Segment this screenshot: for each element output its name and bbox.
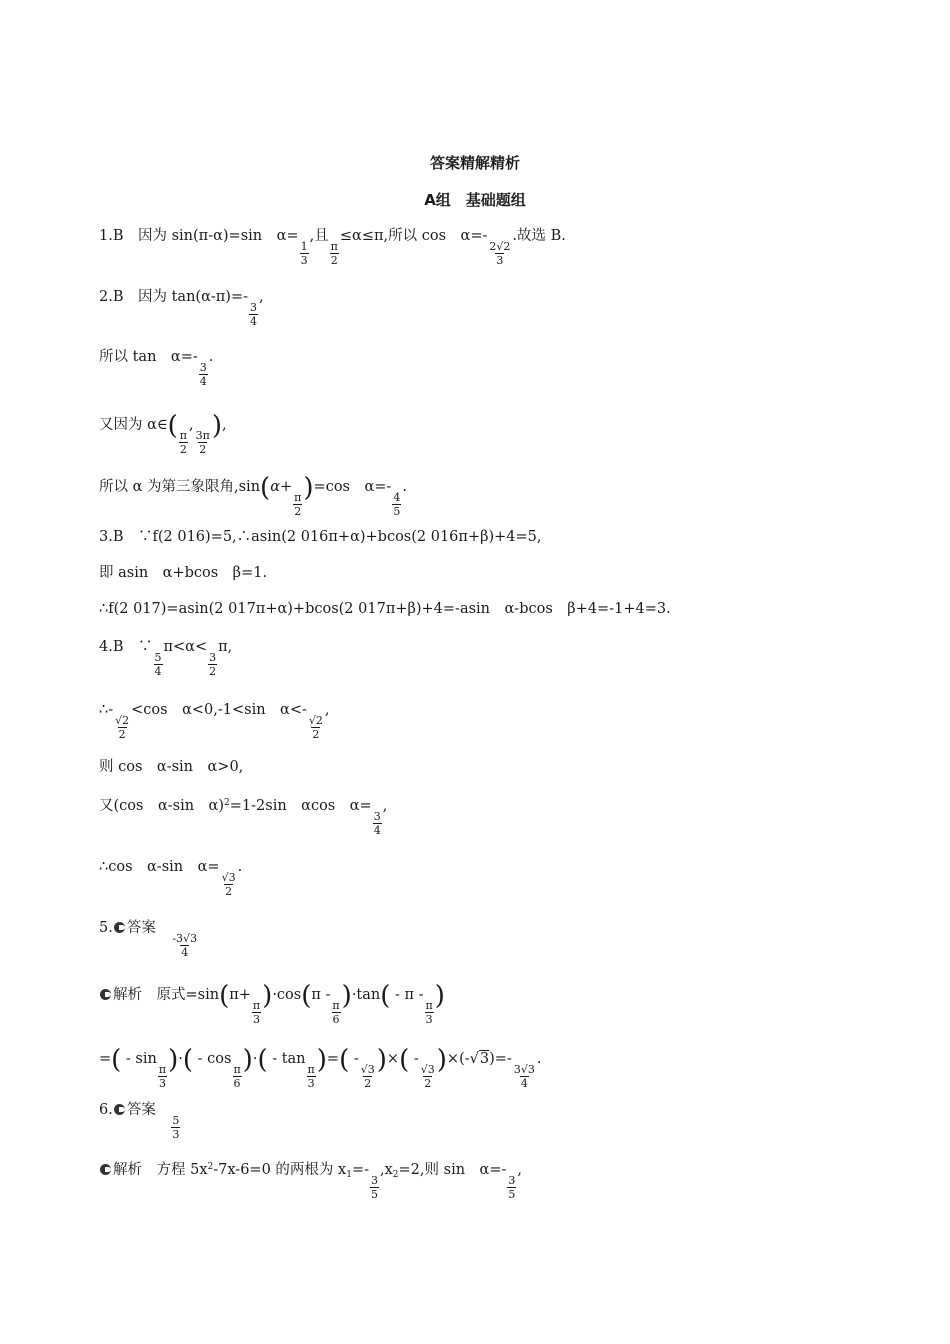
answer-2-line-4 — [99, 475, 407, 518]
num: π — [233, 1063, 241, 1077]
text: 答案 — [126, 920, 156, 936]
answer-3-line-2: 即 asin α+bcos β=1. — [99, 565, 268, 581]
text: , — [382, 798, 388, 814]
den: 6 — [233, 1076, 241, 1090]
fraction — [307, 1064, 316, 1089]
text: 4.B ∵ — [99, 639, 153, 655]
answer-4-line-2 — [99, 703, 330, 741]
den: 2 — [225, 884, 233, 898]
num: 3π — [195, 429, 210, 443]
text: - sin — [121, 1051, 157, 1067]
den: 2 — [199, 442, 207, 456]
text: 原式=sin — [142, 987, 220, 1003]
num: 5 — [154, 651, 162, 665]
text: ·tan — [351, 987, 381, 1003]
answer-1 — [99, 229, 566, 267]
text: × — [386, 1051, 400, 1067]
paren-left: ( — [260, 473, 271, 503]
text: ∴- — [99, 702, 114, 718]
den: 3 — [425, 1012, 433, 1026]
subscript: 2 — [392, 1170, 399, 1180]
num: 1 — [300, 240, 308, 254]
text: , — [259, 289, 264, 305]
text: . — [402, 479, 407, 495]
den: 2 — [118, 727, 126, 741]
answer-2-line-2 — [99, 350, 213, 388]
fraction — [232, 1064, 241, 1089]
fraction — [171, 933, 198, 958]
fraction — [425, 1000, 434, 1025]
fraction — [331, 1000, 340, 1025]
text: π, — [218, 639, 233, 655]
num: 3 — [373, 810, 381, 824]
text: 5. — [99, 920, 113, 936]
paren-left: ( — [182, 1045, 194, 1075]
paren-right: ) — [436, 1045, 447, 1075]
fraction — [114, 715, 130, 740]
text: ×(- — [446, 1051, 470, 1067]
num: -3√3 — [172, 932, 198, 946]
den: 5 — [393, 504, 401, 518]
text: 方程 5x — [142, 1162, 208, 1178]
fraction — [249, 302, 258, 327]
den: 3 — [307, 1076, 315, 1090]
den: 2 — [179, 442, 187, 456]
radicand: 3 — [479, 1051, 490, 1067]
answer-5-analysis-line-2 — [99, 1047, 541, 1090]
text: - — [349, 1051, 359, 1067]
den: 5 — [508, 1187, 516, 1201]
paren-right: ) — [316, 1045, 327, 1075]
den: 2 — [312, 727, 320, 741]
paren-right: ) — [168, 1045, 179, 1075]
text: ,且 — [309, 228, 329, 244]
num: π — [294, 491, 302, 505]
num: π — [179, 429, 188, 443]
text: ∴cos α-sin α= — [99, 859, 220, 875]
num: 3 — [508, 1174, 516, 1188]
paren-right: ) — [376, 1045, 387, 1075]
superscript: 2 — [207, 1162, 214, 1172]
superscript: 2 — [224, 798, 230, 808]
text: =- — [351, 1162, 369, 1178]
den: 3 — [253, 1012, 261, 1026]
den: 2 — [424, 1076, 432, 1090]
answer-4-line-5 — [99, 860, 242, 898]
paren-left: ( — [399, 1045, 410, 1075]
fraction — [360, 1064, 376, 1089]
text: ,x — [380, 1162, 393, 1178]
answer-4-line-3: 则 cos α-sin α>0, — [99, 759, 244, 775]
fraction — [208, 652, 217, 677]
paren-left: ( — [219, 981, 230, 1011]
den: 3 — [496, 253, 504, 267]
den: 4 — [199, 374, 207, 388]
paren-left: ( — [111, 1045, 122, 1075]
num: √3 — [360, 1063, 375, 1077]
analysis-marker-icon — [100, 989, 111, 1000]
fraction — [300, 241, 309, 266]
text: =1-2sin αcos α= — [229, 798, 372, 814]
text: , — [517, 1162, 522, 1178]
fraction — [308, 715, 324, 740]
text: ≤α≤π,所以 cos α=- — [339, 228, 488, 244]
text: . — [237, 859, 243, 875]
text: . — [536, 1051, 542, 1067]
fraction — [507, 1175, 516, 1200]
fraction — [373, 811, 382, 836]
answer-4-line-4 — [99, 799, 387, 837]
fraction — [420, 1064, 436, 1089]
sqrt: √3 — [469, 1051, 490, 1067]
paren-right: ) — [211, 411, 223, 441]
den: 3 — [300, 253, 308, 267]
text: 所以 tan α=- — [99, 349, 198, 365]
num: π — [332, 999, 340, 1013]
text: - cos — [193, 1051, 232, 1067]
answer-2-line-3: 又因为 α∈( $\frac{\pi}{2}$ , $\frac{3\pi}{2}$ ), — [99, 411, 227, 456]
den: 4 — [520, 1076, 528, 1090]
num: 3 — [209, 651, 217, 665]
paren-left: ( — [257, 1045, 268, 1075]
paren-right: ) — [242, 1045, 253, 1075]
num: 3√3 — [513, 1063, 535, 1077]
fraction — [195, 430, 211, 455]
den: 4 — [154, 664, 162, 678]
text: , — [324, 702, 330, 718]
text: )=- — [489, 1051, 512, 1067]
fraction — [513, 1064, 536, 1089]
den: 6 — [332, 1012, 340, 1026]
answer-3-line-1: 3.B ∵f(2 016)=5,∴asin(2 016π+α)+bcos(2 016π+β)+4=5, — [99, 529, 542, 545]
answer-4-line-1 — [99, 640, 232, 678]
answer-6-result — [99, 1103, 181, 1141]
text: · — [178, 1051, 183, 1067]
paren-left: ( — [301, 981, 312, 1011]
text: 又因为 α∈ — [99, 417, 168, 433]
num: 3 — [199, 361, 207, 375]
num: π — [307, 1063, 315, 1077]
page-title: 答案精解精析 — [429, 154, 520, 172]
den: 2 — [364, 1076, 372, 1090]
paren-right: ) — [303, 473, 314, 503]
text: 2.B 因为 tan(α-π)=- — [99, 289, 248, 305]
text: ·cos — [272, 987, 302, 1003]
num: 4 — [393, 491, 401, 505]
den: 4 — [250, 314, 257, 328]
fraction — [221, 872, 237, 897]
text: =2,则 sin α=- — [398, 1162, 507, 1178]
num: √2 — [308, 714, 323, 728]
text: π - — [311, 987, 331, 1003]
text: , — [222, 417, 227, 433]
text: α+ — [270, 479, 293, 495]
text: - π - — [390, 987, 424, 1003]
paren-left: ( — [167, 411, 178, 441]
num: π — [158, 1063, 167, 1077]
text: 又(cos α-sin α) — [99, 798, 225, 814]
den: 2 — [294, 504, 302, 518]
paren-right: ) — [262, 981, 273, 1011]
num: π — [330, 240, 338, 254]
paren-right: ) — [434, 981, 445, 1011]
answer-3-line-3: ∴f(2 017)=asin(2 017π+α)+bcos(2 017π+β)+4=-asin α-bcos β+4=-1+4=3. — [99, 601, 671, 617]
paren-right: ) — [341, 981, 352, 1011]
den: 5 — [371, 1187, 378, 1201]
answer-5-analysis-line-1 — [99, 983, 445, 1026]
text: · — [252, 1051, 258, 1067]
num: π — [425, 999, 433, 1013]
fraction — [171, 1115, 180, 1140]
den: 3 — [158, 1076, 166, 1090]
text: 解析 — [113, 987, 142, 1003]
text: 6. — [99, 1102, 113, 1118]
text: 解析 — [113, 1162, 142, 1178]
fraction — [392, 492, 401, 517]
fraction — [252, 1000, 261, 1025]
num: 3 — [371, 1174, 378, 1188]
text: -7x-6=0 的两根为 x — [213, 1162, 347, 1178]
text: π+ — [229, 987, 251, 1003]
answer-6-analysis — [99, 1163, 522, 1201]
text: .故选 B. — [512, 228, 566, 244]
text: 1.B 因为 sin(π-α)=sin α= — [99, 228, 299, 244]
section-title: A组 基础题组 — [424, 191, 526, 209]
num: π — [252, 999, 261, 1013]
fraction — [179, 430, 188, 455]
text: . — [208, 349, 214, 365]
answer-marker-icon — [114, 922, 125, 933]
num: √3 — [420, 1063, 435, 1077]
paren-left: ( — [380, 981, 391, 1011]
subscript: 1 — [346, 1170, 352, 1180]
text: - tan — [267, 1051, 306, 1067]
text: = — [326, 1051, 340, 1067]
fraction — [330, 241, 339, 266]
analysis-marker-icon — [100, 1164, 111, 1175]
num: 5 — [172, 1114, 180, 1128]
num: √3 — [221, 871, 236, 885]
paren-left: ( — [339, 1045, 350, 1075]
text: <cos α<0,-1<sin α<- — [131, 702, 307, 718]
answer-5-result — [99, 921, 199, 959]
text: 答案 — [126, 1102, 156, 1118]
answer-marker-icon — [114, 1104, 125, 1115]
text: 所以 α 为第三象限角,sin — [99, 479, 261, 495]
fraction — [199, 362, 208, 387]
num: 3 — [250, 301, 257, 315]
text: = — [99, 1051, 112, 1067]
den: 2 — [330, 253, 338, 267]
fraction — [158, 1064, 167, 1089]
den: 3 — [172, 1127, 180, 1141]
text: =cos α=- — [313, 479, 392, 495]
text: π<α< — [163, 639, 208, 655]
fraction — [154, 652, 163, 677]
answer-2-line-1 — [99, 290, 264, 328]
den: 2 — [209, 664, 217, 678]
den: 4 — [181, 945, 189, 959]
fraction — [488, 241, 511, 266]
num: 2√2 — [489, 240, 511, 254]
fraction — [370, 1175, 379, 1200]
fraction — [293, 492, 302, 517]
num: √2 — [115, 714, 130, 728]
den: 4 — [373, 823, 381, 837]
text: - — [409, 1051, 419, 1067]
